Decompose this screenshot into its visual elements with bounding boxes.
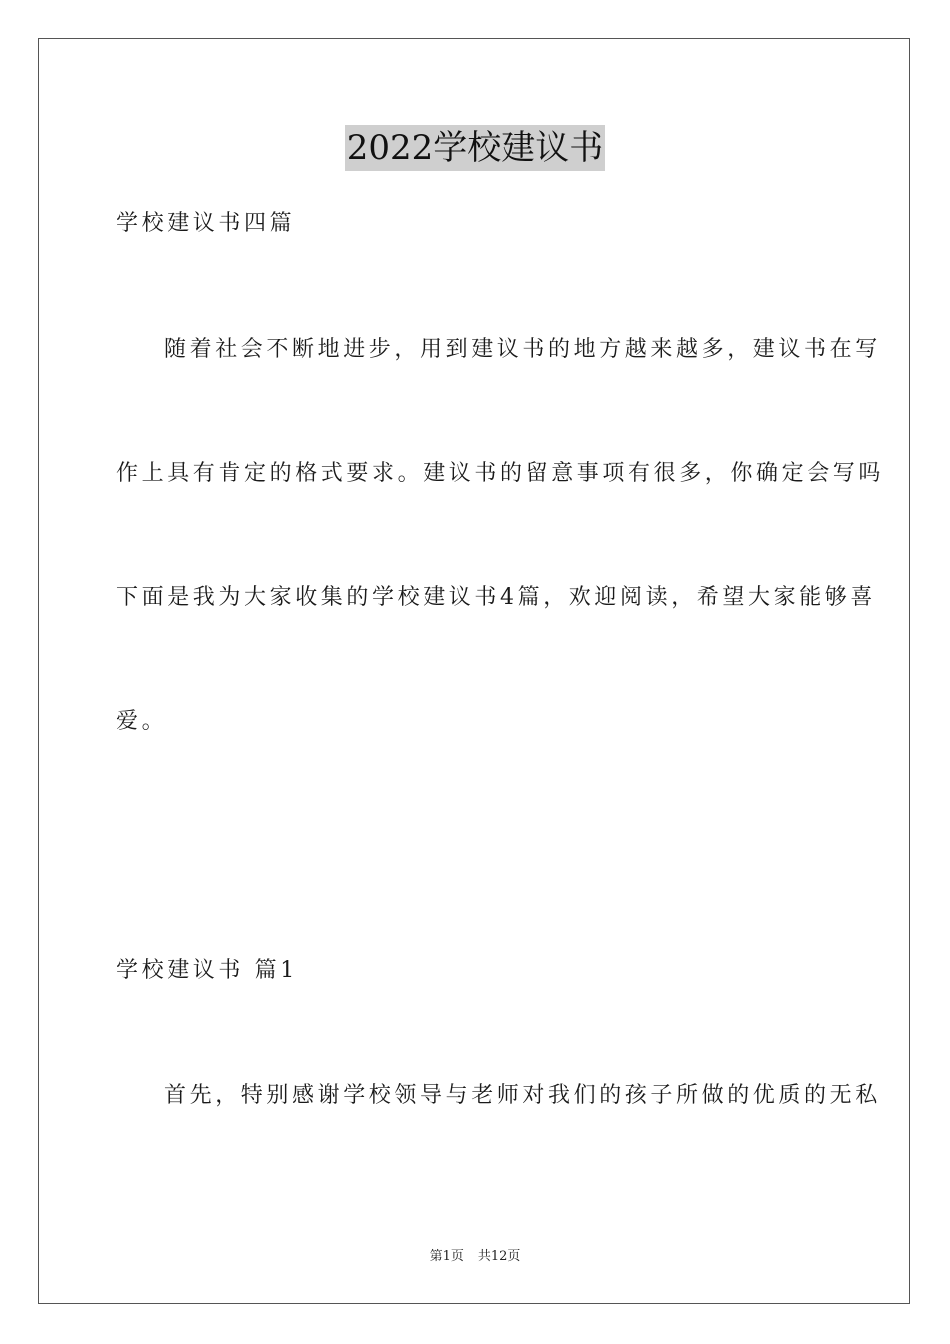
document-subtitle: 学校建议书四篇 [116, 211, 296, 236]
page-total: 共12页 [477, 1249, 521, 1264]
page-footer [0, 1248, 950, 1266]
section-heading: 学校建议书 篇1 [116, 958, 298, 983]
section-line-1: 首先，特别感谢学校领导与老师对我们的孩子所做的优质的无私 [164, 1083, 881, 1108]
intro-line-3: 下面是我为大家收集的学校建议书4篇，欢迎阅读，希望大家能够喜 [116, 585, 876, 610]
page-number: 第1页 [429, 1249, 464, 1264]
intro-line-4: 爱。 [116, 709, 168, 734]
intro-line-2: 作上具有肯定的格式要求。建议书的留意事项有很多，你确定会写吗 [116, 461, 885, 486]
intro-line-1: 随着社会不断地进步，用到建议书的地方越来越多，建议书在写 [164, 337, 881, 362]
document-title-block [0, 125, 950, 171]
document-title: 2022学校建议书 [345, 125, 606, 171]
